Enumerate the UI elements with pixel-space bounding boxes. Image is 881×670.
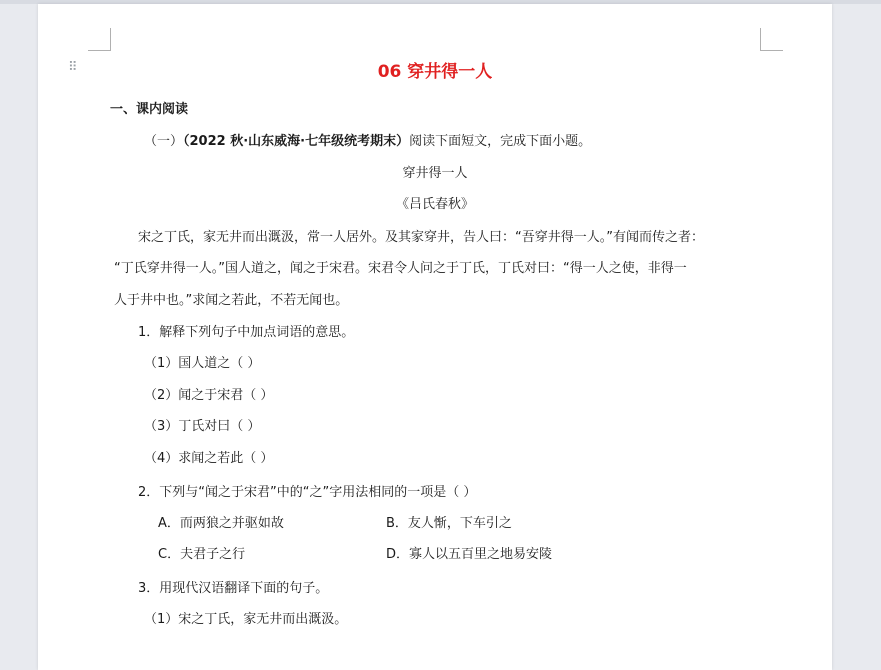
- passage-line-2: “丁氏穿井得一人。”国人道之，闻之于宋君。宋君令人问之于丁氏，丁氏对曰：“得一人之使，非得一: [114, 261, 687, 276]
- section-heading: 一、课内阅读: [110, 102, 189, 117]
- subsection-source: （2022 秋·山东威海·七年级统考期末）: [183, 134, 410, 149]
- subsection-line: [144, 133, 591, 151]
- question-3-prompt: 3．用现代汉语翻译下面的句子。: [138, 581, 329, 596]
- question-2-option-a: A．而两狼之并驱如故: [158, 516, 284, 531]
- question-1-item-4: （4）求闻之若此（ ）: [144, 451, 274, 466]
- question-1-item-1: （1）国人道之（ ）: [144, 356, 261, 371]
- subsection-prefix: （一）: [144, 134, 184, 149]
- question-2-option-b: B．友人惭，下车引之: [386, 516, 512, 531]
- margin-corner-top-left: [88, 28, 111, 51]
- passage-line-3: 人于井中也。”求闻之若此，不若无闻也。: [114, 293, 349, 308]
- question-3-item-1: （1）宋之丁氏，家无井而出溉汲。: [144, 612, 348, 627]
- question-2-option-c: C．夫君子之行: [158, 547, 246, 562]
- subsection-instruction: 阅读下面短文，完成下面小题。: [409, 134, 592, 149]
- drag-handle-icon[interactable]: ⠿: [68, 60, 77, 75]
- document-page[interactable]: [38, 4, 832, 670]
- question-1-item-3: （3）丁氏对曰（ ）: [144, 419, 261, 434]
- passage-source: 《吕氏春秋》: [395, 197, 474, 212]
- question-2-option-d: D．寡人以五百里之地易安陵: [386, 547, 553, 562]
- passage-title: 穿井得一人: [402, 166, 468, 181]
- question-1-item-2: （2）闻之于宋君（ ）: [144, 388, 274, 403]
- question-2-prompt: 2．下列与“闻之于宋君”中的“之”字用法相同的一项是（ ）: [138, 485, 477, 500]
- document-title: 06 穿井得一人: [377, 62, 493, 82]
- question-1-prompt: 1．解释下列句子中加点词语的意思。: [138, 325, 355, 340]
- margin-corner-top-right: [760, 28, 783, 51]
- passage-line-1: 宋之丁氏，家无井而出溉汲，常一人居外。及其家穿井，告人曰：“吾穿井得一人。”有闻而传之者：: [138, 230, 704, 245]
